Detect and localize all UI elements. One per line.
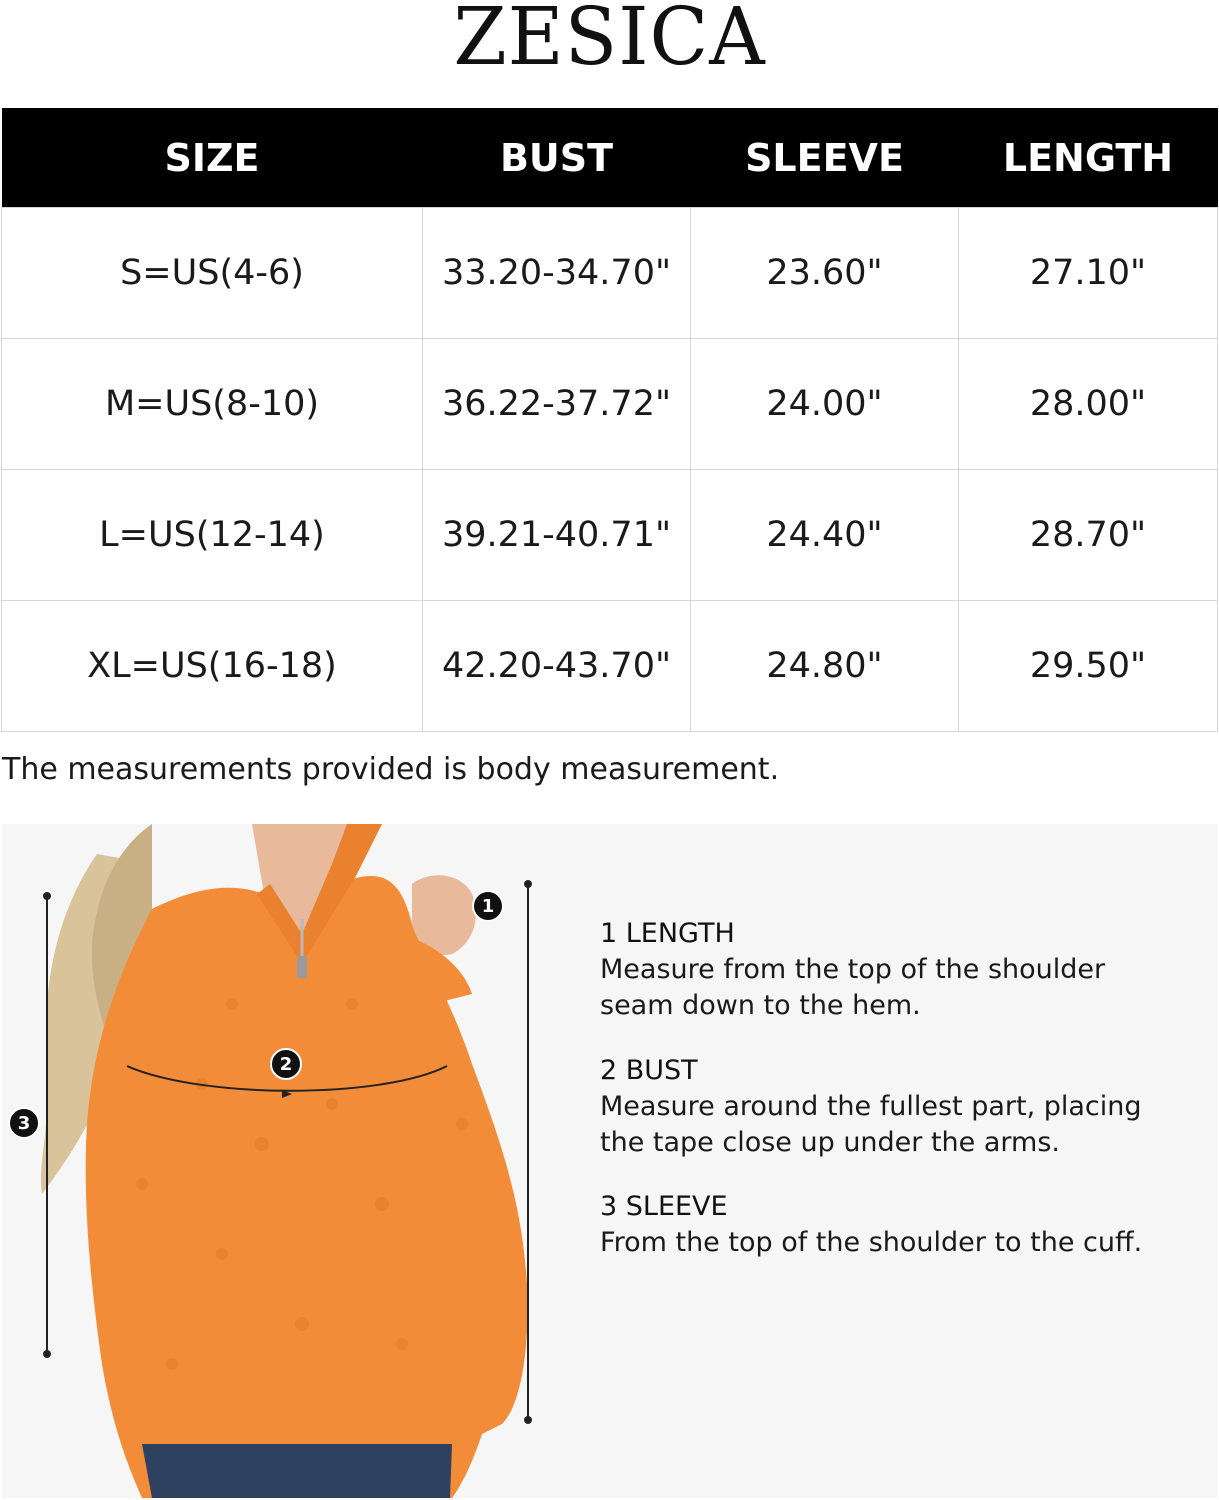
length-instruction (600, 916, 1200, 1024)
sleeve-cell: 24.40" (691, 470, 959, 601)
table-row (2, 470, 1218, 601)
header-size: SIZE (2, 108, 423, 208)
length-title: 1 LENGTH (600, 918, 735, 949)
sleeve-cell: 23.60" (691, 208, 959, 339)
length-cell: 28.00" (959, 339, 1218, 470)
measurement-guide (2, 824, 1217, 1498)
bust-cell: 33.20-34.70" (423, 208, 691, 339)
header-sleeve: SLEEVE (691, 108, 959, 208)
sleeve-instruction (600, 1189, 1200, 1261)
length-cell: 28.70" (959, 470, 1218, 601)
model-photo (2, 824, 562, 1498)
header-bust: BUST (423, 108, 691, 208)
sleeve-cell: 24.00" (691, 339, 959, 470)
svg-text:2: 2 (279, 1054, 293, 1075)
sleeve-title: 3 SLEEVE (600, 1191, 728, 1222)
svg-text:1: 1 (481, 896, 495, 917)
bust-instruction (600, 1053, 1200, 1161)
size-cell: XL=US(16-18) (2, 601, 423, 732)
table-header-row (2, 108, 1218, 208)
table-row (2, 339, 1218, 470)
sleeve-cell: 24.80" (691, 601, 959, 732)
bust-cell: 39.21-40.71" (423, 470, 691, 601)
marker-3-icon (8, 1107, 40, 1139)
size-cell: L=US(12-14) (2, 470, 423, 601)
measurement-note: The measurements provided is body measurement. (2, 752, 780, 787)
bust-title: 2 BUST (600, 1055, 698, 1086)
marker-2-icon (270, 1048, 302, 1080)
bust-desc-line1: Measure around the fullest part, placing (600, 1091, 1142, 1122)
bust-desc-line2: the tape close up under the arms. (600, 1127, 1060, 1158)
length-cell: 29.50" (959, 601, 1218, 732)
header-length: LENGTH (959, 108, 1218, 208)
length-desc-line2: seam down to the hem. (600, 990, 921, 1021)
size-chart-table (1, 108, 1218, 732)
sleeve-desc-line1: From the top of the shoulder to the cuff. (600, 1227, 1143, 1258)
brand-logo: ZESICA (453, 0, 766, 83)
table-row (2, 208, 1218, 339)
length-desc-line1: Measure from the top of the shoulder (600, 954, 1106, 985)
table-row (2, 601, 1218, 732)
bust-cell: 42.20-43.70" (423, 601, 691, 732)
size-cell: M=US(8-10) (2, 339, 423, 470)
svg-text:3: 3 (17, 1113, 31, 1134)
marker-1-icon (472, 890, 504, 922)
length-cell: 27.10" (959, 208, 1218, 339)
size-cell: S=US(4-6) (2, 208, 423, 339)
bust-cell: 36.22-37.72" (423, 339, 691, 470)
